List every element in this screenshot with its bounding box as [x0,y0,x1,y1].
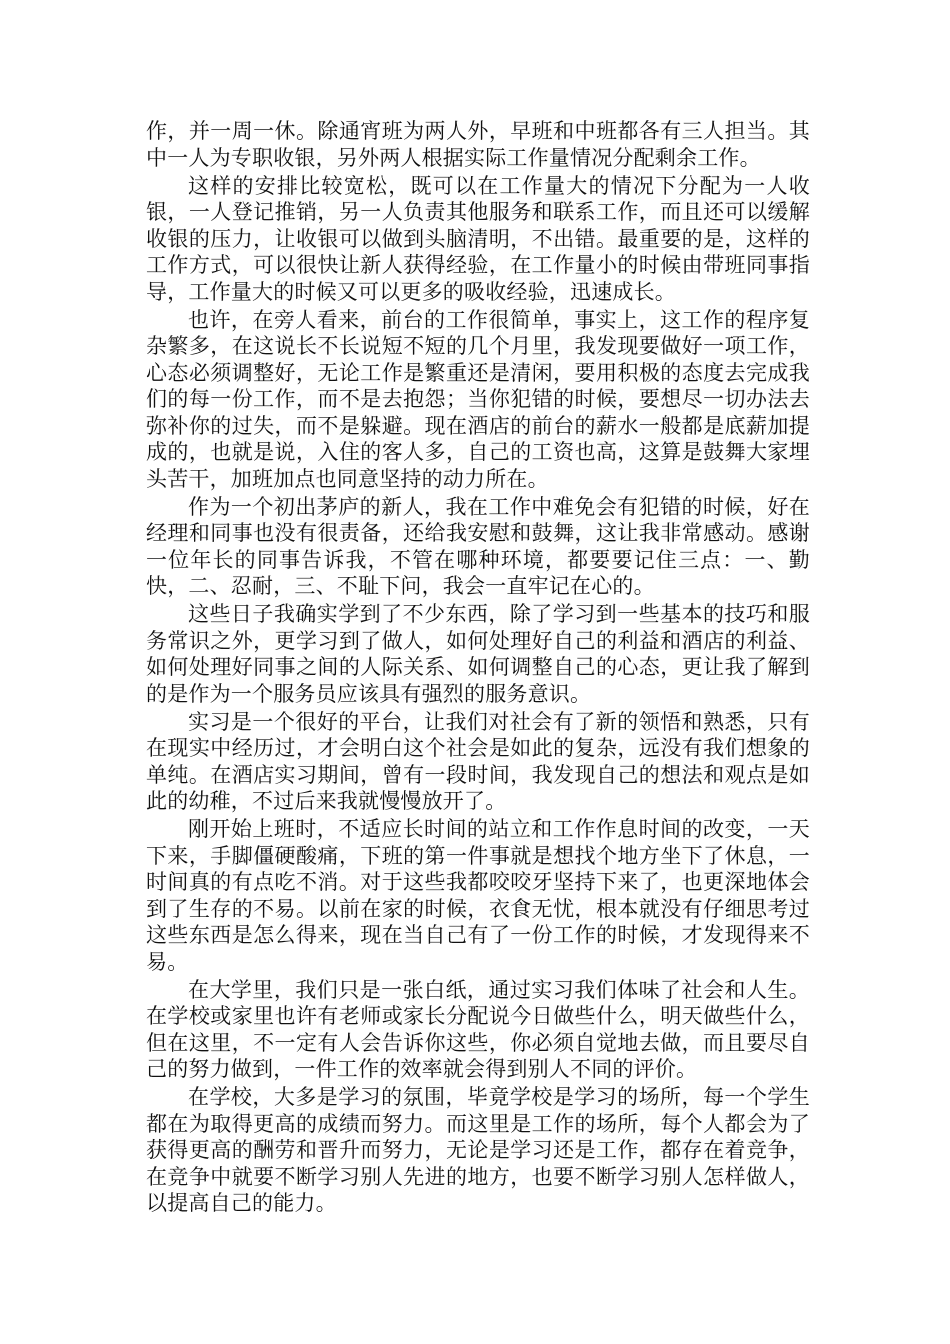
paragraph-8: 在大学里，我们只是一张白纸，通过实习我们体味了社会和人生。在学校或家里也许有老师或家长分配说今日做些什么，明天做些什么，但在这里，不一定有人会告诉你这些，你必须自觉地去做，而且要尽自己的努力做到，一件工作的效率就会得到别人不同的评价。 [146,977,810,1081]
document-body [146,118,810,1218]
paragraph-2: 这样的安排比较宽松，既可以在工作量大的情况下分配为一人收银，一人登记推销，另一人负责其他服务和联系工作，而且还可以缓解收银的压力，让收银可以做到头脑清明，不出错。最重要的是，这样的工作方式，可以很快让新人获得经验，在工作量小的时候由带班同事指导，工作量大的时候又可以更多的吸收经验，迅速成长。 [146,173,810,304]
paragraph-4: 作为一个初出茅庐的新人，我在工作中难免会有犯错的时候，好在经理和同事也没有很责备，还给我安慰和鼓舞，这让我非常感动。感谢一位年长的同事告诉我，不管在哪种环境，都要要记住三点：一、勤快，二、忍耐，三、不耻下问，我会一直牢记在心的。 [146,494,810,598]
paragraph-9: 在学校，大多是学习的氛围，毕竟学校是学习的场所，每一个学生都在为取得更高的成绩而努力。而这里是工作的场所，每个人都会为了获得更高的酬劳和晋升而努力，无论是学习还是工作，都存在着竞争，在竞争中就要不断学习别人先进的地方，也要不断学习别人怎样做人，以提高自己的能力。 [146,1085,810,1215]
paragraph-6: 实习是一个很好的平台，让我们对社会有了新的领悟和熟悉，只有在现实中经历过，才会明白这个社会是如此的复杂，远没有我们想象的单纯。在酒店实习期间，曾有一段时间，我发现自己的想法和观点是如此的幼稚，不过后来我就慢慢放开了。 [146,709,810,813]
paragraph-3: 也许，在旁人看来，前台的工作很简单，事实上，这工作的程序复杂繁多，在这说长不长说短不短的几个月里，我发现要做好一项工作，心态必须调整好，无论工作是繁重还是清闲，要用积极的态度去完成我们的每一份工作，而不是去抱怨；当你犯错的时候，要想尽一切办法去弥补你的过失，而不是躲避。现在酒店的前台的薪水一般都是底薪加提成的，也就是说，入住的客人多，自己的工资也高，这算是鼓舞大家埋头苦干，加班加点也同意坚持的动力所在。 [146,307,810,491]
paragraph-1: 作，并一周一休。除通宵班为两人外，早班和中班都各有三人担当。其中一人为专职收银，另外两人根据实际工作量情况分配剩余工作。 [146,119,810,170]
paragraph-5: 这些日子我确实学到了不少东西，除了学习到一些基本的技巧和服务常识之外，更学习到了做人，如何处理好自己的利益和酒店的利益、如何处理好同事之间的人际关系、如何调整自己的心态，更让我了解到的是作为一个服务员应该具有强烈的服务意识。 [146,602,810,706]
paragraph-7: 刚开始上班时，不适应长时间的站立和工作作息时间的改变，一天下来，手脚僵硬酸痛，下班的第一件事就是想找个地方坐下了休息，一时间真的有点吃不消。对于这些我都咬咬牙坚持下来了，也更深地体会到了生存的不易。以前在家的时候，衣食无忧，根本就没有仔细思考过这些东西是怎么得来，现在当自己有了一份工作的时候，才发现得来不易。 [146,817,810,974]
